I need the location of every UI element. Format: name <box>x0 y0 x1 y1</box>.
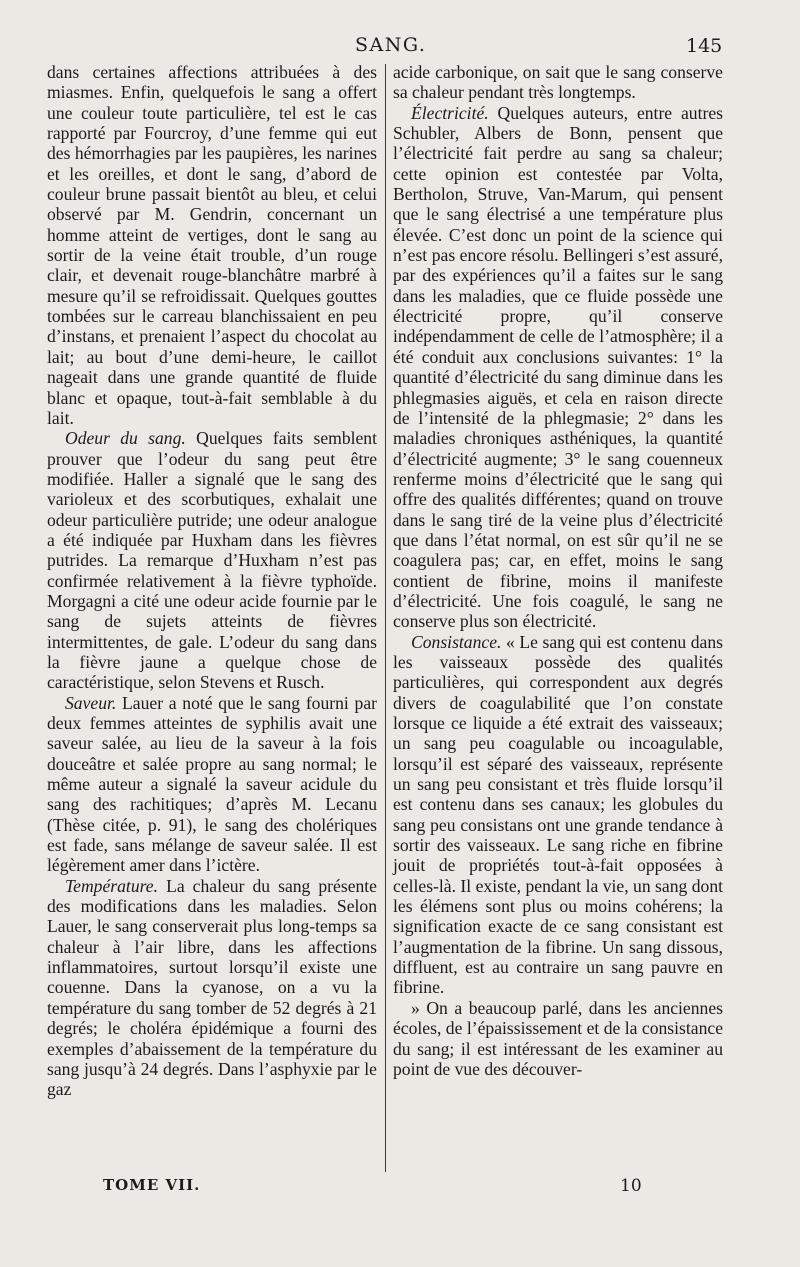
running-title: SANG. <box>355 34 427 56</box>
paragraph-text: Lauer a noté que le sang fourni par deux femmes atteintes de syphilis avait une saveur salée, au lieu de la saveur à la fois douceâtre et salée propre au sang normal; le même auteur a signalé la saveur acidule du sang des rachitiques; d’après M. Lecanu (Thèse citée, p. 91), le sang des cholériques est fade, sans mélange de saveur salée. Il est légèrement amer dans l’ictère. <box>47 692 377 876</box>
page-number: 145 <box>686 35 723 57</box>
section-heading-temperature: Température. <box>65 875 159 896</box>
section-heading-consistance: Consistance. <box>411 631 502 652</box>
right-column <box>393 62 723 1079</box>
paragraph-consistance <box>393 632 723 998</box>
paragraph-text: Quelques auteurs, entre autres Schubler, Albers de Bonn, pensent que l’électricité fait perdre au sang sa chaleur; cette opinion est contestée par Volta, Bertholon, Struve, Van-Marum, qui pensent que le sang électrisé a une température plus élevée. C’est donc un point de la science qui n’est pas encore résolu. Bellingeri s’est assuré, par des expériences qu’il a faites sur le sang dans les maladies, que ce fluide possède une électricité propre, qu’il conserve indépendamment de celle de l’atmosphère; il a été conduit aux conclusions suivantes: 1° la quantité d’électricité du sang diminue dans les phlegmasies aiguës, et cela en raison directe de l’intensité de la phlegmasie; 2° dans les maladies chroniques asthéniques, la quantité d’électricité augmente; 3° le sang couenneux renferme moins d’électricité que le sang qui offre des qualités différentes; quand on trouve dans le sang tiré de la veine plus d’électricité que dans l’état normal, on est sûr qu’il ne se coagulera pas; car, en effet, moins le sang contient de fibrine, moins il manifeste d’électricité. Une fois coagulé, le sang ne conserve plus son électricité. <box>393 102 723 632</box>
section-heading-saveur: Saveur. <box>65 692 117 713</box>
page-footer <box>0 1176 800 1200</box>
volume-label: TOME VII. <box>103 1176 201 1194</box>
paragraph-text: Quelques faits semblent prouver que l’odeur du sang peut être modifiée. Haller a signalé que le sang des varioleux et des scorbutiques, exhalait une odeur particulière putride; une odeur analogue a été indiquée par Huxham dans les fièvres putrides. La remarque d’Huxham n’est pas confirmée relativement à la fièvre typhoïde. Morgagni a cité une odeur acide fournie par le sang de sujets atteints de fièvres intermittentes, de gale. L’odeur du sang dans la fièvre jaune a quelque chose de caractéristique, selon Stevens et Rusch. <box>47 428 377 693</box>
paragraph-text: « Le sang qui est contenu dans les vaisseaux possède des qualités particulières, qui correspondent aux degrés divers de coagulabilité que l’on constate lorsque ce liquide a été extrait des vaisseaux; un sang peu coagulable ou incoagulable, lorsqu’il est séparé des vaisseaux, représente un sang peu consistant et très fluide lorsqu’il est contenu dans ses canaux; les globules du sang peu consistans ont une grande tendance à sortir des vaisseaux. Le sang riche en fibrine jouit de propriétés tout-à-fait opposées à celles-là. Il existe, pendant la vie, un sang dont les élémens sont plus ou moins cohérens; la signification exacte de ce sang consistant est l’augmentation de la fibrine. Un sang dissous, diffluent, est au contraire un sang pauvre en fibrine. <box>393 631 723 998</box>
section-heading-electricite: Électricité. <box>411 102 489 123</box>
signature-mark: 10 <box>620 1176 642 1196</box>
running-head <box>0 34 800 58</box>
paragraph-continuation <box>47 62 377 428</box>
paragraph-electricite <box>393 103 723 632</box>
column-divider <box>385 64 386 1172</box>
paragraph-odeur <box>47 428 377 692</box>
paragraph-continuation <box>393 62 723 103</box>
paragraph-quote-continued <box>393 998 723 1079</box>
paragraph-text: » On a beaucoup parlé, dans les anciennes écoles, de l’épaississement et de la consistance du sang; il est intéressant de les examiner au point de vue des découver- <box>393 997 723 1079</box>
paragraph-text: acide carbonique, on sait que le sang conserve sa chaleur pendant très longtemps. <box>393 62 723 103</box>
paragraph-text: La chaleur du sang présente des modifications dans les maladies. Selon Lauer, le sang conserverait plus long-temps sa chaleur à l’air libre, dans les affections inflammatoires, surtout lorsqu’il existe une couenne. Dans la cyanose, on a vu la température du sang tomber de 52 degrés à 21 degrés; le choléra épidémique a fourni des exemples d’abaissement de la température du sang jusqu’à 24 degrés. Dans l’asphyxie par le gaz <box>47 875 377 1100</box>
paragraph-temperature <box>47 876 377 1100</box>
left-column <box>47 62 377 1100</box>
paragraph-saveur <box>47 693 377 876</box>
section-heading-odeur: Odeur du sang. <box>65 428 186 449</box>
paragraph-text: dans certaines affections attribuées à des miasmes. Enfin, quelquefois le sang a offert une couleur toute particulière, tel est le cas rapporté par Fourcroy, d’une femme qui eut des hémorrhagies par les paupières, les narines et les oreilles, et dont le sang, d’abord de couleur brune passait bientôt au bleu, et celui observé par M. Gendrin, concernant un homme atteint de vertiges, dont le sang au sortir de la veine était trouble, d’un rouge clair, et devenait rouge-blanchâtre marbré à mesure qu’il se refroidissait. Quelques gouttes tombées sur le carreau blanchissaient en peu d’instans, et prenaient l’aspect du chocolat au lait; au bout d’une demi-heure, le caillot nageait dans une grande quantité de fluide blanc et opaque, tout-à-fait semblable à du lait. <box>47 62 377 428</box>
